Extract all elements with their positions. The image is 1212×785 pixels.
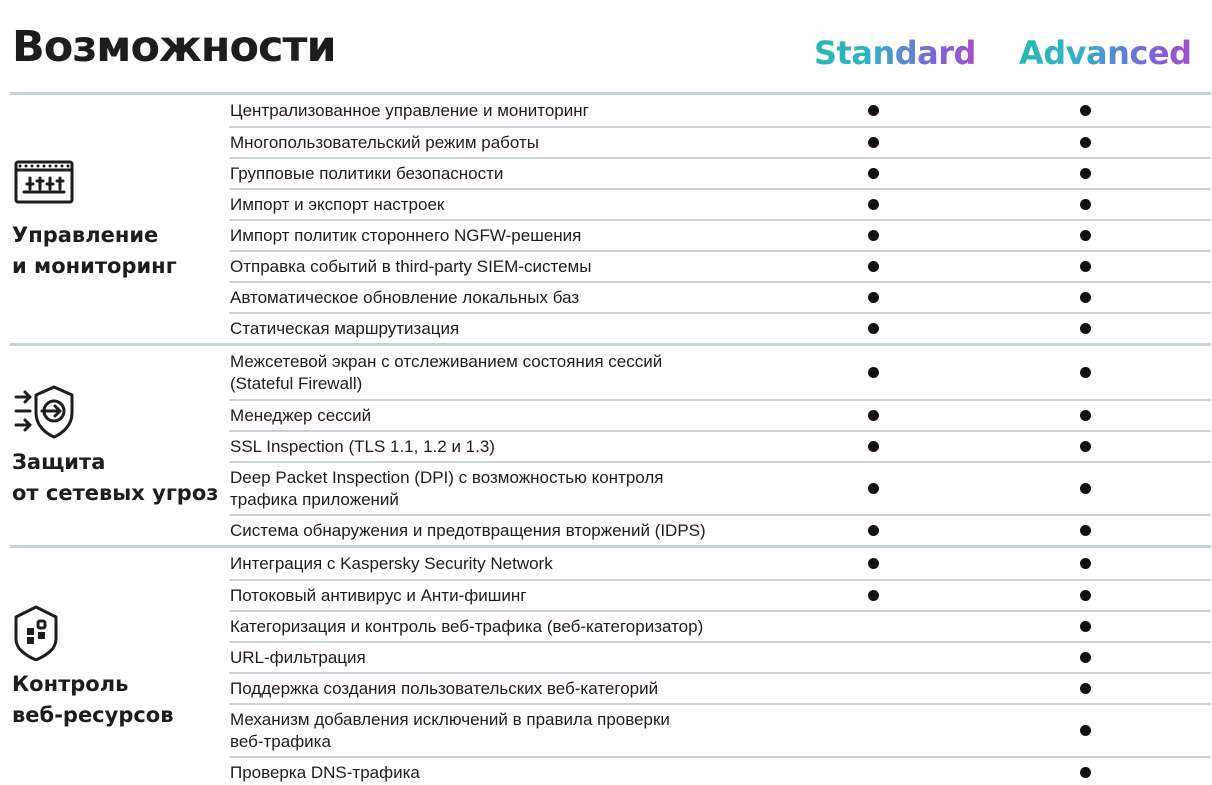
feature-name: Групповые политики безопасности [230,163,504,183]
advanced-cell [999,643,1211,672]
included-dot-icon [868,137,879,148]
included-dot-icon [868,168,879,179]
sliders-panel-icon [12,156,76,212]
advanced-cell [999,463,1211,514]
section-label: Защита от сетевых угроз [12,449,219,505]
standard-cell [789,401,999,430]
advanced-cell [999,190,1211,219]
included-dot-icon [1080,621,1091,632]
included-dot-icon [868,441,879,452]
standard-cell [789,516,999,545]
standard-cell [789,252,999,281]
included-dot-icon [868,410,879,421]
feature-name: Deep Packet Inspection (DPI) с возможностью контроля трафика приложений [230,467,664,509]
table-row [229,610,1211,641]
table-row [229,281,1211,312]
table-row [229,672,1211,703]
included-dot-icon [1080,590,1091,601]
section-rows [229,95,1211,343]
included-dot-icon [1080,725,1091,736]
included-dot-icon [1080,323,1091,334]
shield-grid-icon [12,605,76,661]
feature-name: Межсетевой экран с отслеживанием состояния сессий (Stateful Firewall) [230,351,663,393]
table-row [229,548,1211,579]
feature-section [10,343,1211,545]
feature-name: Импорт политик стороннего NGFW-решения [230,225,582,245]
included-dot-icon [1080,367,1091,378]
table-row [229,95,1211,126]
feature-section [10,545,1211,785]
included-dot-icon [868,323,879,334]
advanced-cell [999,283,1211,312]
advanced-cell [999,346,1211,399]
feature-name: Менеджер сессий [230,405,372,425]
standard-cell [789,643,999,672]
included-dot-icon [1080,767,1091,778]
standard-cell [789,705,999,756]
advanced-cell [999,252,1211,281]
section-header [10,95,229,343]
feature-name: Потоковый антивирус и Анти-фишинг [230,585,527,605]
advanced-cell [999,95,1211,126]
feature-name: Проверка DNS-трафика [230,762,420,782]
included-dot-icon [868,261,879,272]
page-title: Возможности [12,22,336,72]
table-row [229,219,1211,250]
included-dot-icon [1080,483,1091,494]
included-dot-icon [868,199,879,210]
feature-name: URL-фильтрация [230,647,366,667]
standard-cell [789,159,999,188]
section-label: Контроль веб-ресурсов [12,671,174,727]
advanced-cell [999,548,1211,579]
standard-cell [789,758,999,785]
advanced-cell [999,758,1211,785]
included-dot-icon [868,292,879,303]
table-row [229,430,1211,461]
table-row [229,461,1211,514]
included-dot-icon [1080,441,1091,452]
advanced-cell [999,128,1211,157]
included-dot-icon [1080,558,1091,569]
included-dot-icon [868,105,879,116]
standard-cell [789,432,999,461]
included-dot-icon [1080,292,1091,303]
section-header [10,548,229,785]
feature-name: SSL Inspection (TLS 1.1, 1.2 и 1.3) [230,436,495,456]
standard-cell [789,221,999,250]
standard-cell [789,283,999,312]
included-dot-icon [1080,652,1091,663]
included-dot-icon [868,590,879,601]
section-rows [229,548,1211,785]
advanced-cell [999,314,1211,343]
standard-cell [789,581,999,610]
section-rows [229,346,1211,545]
standard-cell [789,314,999,343]
included-dot-icon [1080,105,1091,116]
advanced-cell [999,581,1211,610]
feature-name: Многопользовательский режим работы [230,132,539,152]
feature-name: Система обнаружения и предотвращения вторжений (IDPS) [230,520,706,540]
table-row [229,756,1211,785]
standard-cell [789,612,999,641]
included-dot-icon [868,367,879,378]
standard-cell [789,463,999,514]
feature-name: Интеграция с Kaspersky Security Network [230,553,553,573]
included-dot-icon [868,483,879,494]
included-dot-icon [1080,168,1091,179]
standard-cell [789,95,999,126]
feature-name: Отправка событий в third-party SIEM-системы [230,256,592,276]
feature-section [10,92,1211,343]
table-row [229,641,1211,672]
advanced-cell [999,401,1211,430]
included-dot-icon [1080,525,1091,536]
advanced-plan-header: Advanced [1019,34,1192,72]
advanced-cell [999,159,1211,188]
table-row [229,250,1211,281]
included-dot-icon [1080,261,1091,272]
standard-cell [789,190,999,219]
shield-arrows-icon [12,383,76,439]
advanced-cell [999,612,1211,641]
features-table [10,92,1211,785]
feature-name: Автоматическое обновление локальных баз [230,287,580,307]
standard-cell [789,674,999,703]
table-row [229,157,1211,188]
table-row [229,399,1211,430]
section-header [10,346,229,545]
standard-plan-header: Standard [814,34,976,72]
feature-name: Импорт и экспорт настроек [230,194,445,214]
feature-name: Поддержка создания пользовательских веб-категорий [230,678,659,698]
included-dot-icon [1080,137,1091,148]
section-label: Управление и мониторинг [12,223,177,278]
table-row [229,346,1211,399]
advanced-cell [999,221,1211,250]
included-dot-icon [868,558,879,569]
standard-cell [789,128,999,157]
advanced-cell [999,674,1211,703]
standard-cell [789,346,999,399]
table-row [229,188,1211,219]
table-row [229,514,1211,545]
feature-name: Централизованное управление и мониторинг [230,100,589,120]
table-row [229,703,1211,756]
included-dot-icon [1080,683,1091,694]
included-dot-icon [1080,410,1091,421]
feature-name: Категоризация и контроль веб-трафика (веб-категоризатор) [230,616,704,636]
table-row [229,126,1211,157]
included-dot-icon [868,525,879,536]
included-dot-icon [868,230,879,241]
standard-cell [789,548,999,579]
advanced-cell [999,516,1211,545]
feature-name: Статическая маршрутизация [230,318,460,338]
advanced-cell [999,432,1211,461]
feature-name: Механизм добавления исключений в правила проверки веб-трафика [230,709,670,751]
advanced-cell [999,705,1211,756]
table-row [229,312,1211,343]
included-dot-icon [1080,199,1091,210]
table-row [229,579,1211,610]
included-dot-icon [1080,230,1091,241]
